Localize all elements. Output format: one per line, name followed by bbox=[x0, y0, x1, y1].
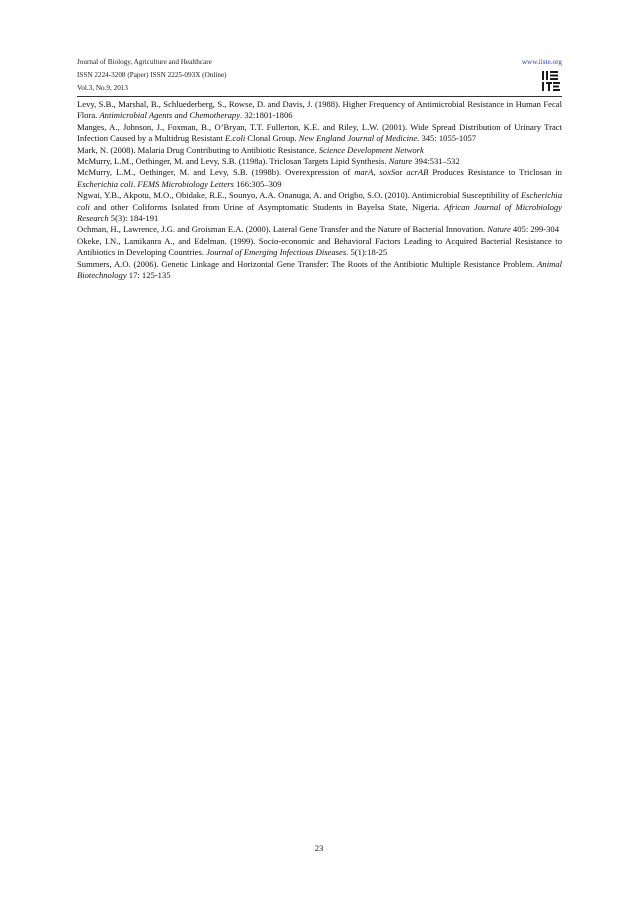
reference-text-segment: and other Coliforms Isolated from Urine of Asymptomatic Students in Bayelsa State, Nigeria. bbox=[89, 201, 444, 212]
reference-text-segment: 5(3): 184-191 bbox=[108, 213, 159, 224]
iiste-logo-icon bbox=[540, 70, 562, 92]
reference-text-segment: Manges, A., Johnson, J., Foxman, B., O’Bryan, T.T. Fullerton, K.E. and Riley, L.W. (2001). Wide Spread Distribution of Urinary Tract Infection Caused by a Multidrug Resistant bbox=[77, 121, 562, 144]
reference-entry bbox=[77, 167, 562, 190]
reference-text-segment: 394:531–532 bbox=[412, 156, 460, 167]
reference-text-segment: 166:305–309 bbox=[233, 178, 282, 189]
page-number: 23 bbox=[314, 843, 324, 853]
reference-italic-segment: Nature bbox=[487, 224, 511, 235]
reference-text-segment: Produces Resistance to Triclosan in bbox=[428, 167, 562, 178]
journal-url-link[interactable]: www.iiste.org bbox=[521, 58, 562, 66]
reference-italic-segment: New England Journal of Medicine bbox=[298, 133, 418, 144]
reference-text-segment: Clonal Group. bbox=[245, 133, 299, 144]
reference-text-segment: Summers, A.O. (2006). Genetic Linkage and Horizontal Gene Transfer: The Roots of the Antibiotic Multiple Resistance Problem. bbox=[77, 258, 538, 269]
reference-italic-segment: Science Development Network bbox=[318, 144, 424, 155]
reference-italic-segment: Journal of Emerging Infectious Diseases bbox=[206, 247, 347, 258]
reference-text-segment: 17: 125-135 bbox=[126, 270, 171, 281]
journal-header bbox=[77, 56, 562, 96]
reference-text-segment: McMurry, L.M., Oethinger, M. and Levy, S.B. (1998b). Overexpression of bbox=[77, 167, 355, 178]
reference-italic-segment: Escherichia coli bbox=[77, 178, 134, 189]
journal-title: Journal of Biology, Agriculture and Healthcare bbox=[77, 58, 212, 66]
reference-italic-segment: Animal Biotechnology bbox=[77, 258, 562, 281]
reference-text-segment: . 5(1):18-25 bbox=[346, 247, 388, 258]
reference-entry bbox=[77, 145, 562, 156]
reference-text-segment: 405: 299-304 bbox=[510, 224, 559, 235]
reference-text-segment: Mark, N. (2008). Malaria Drug Contributing to Antibiotic Resistance. bbox=[77, 144, 319, 155]
volume-line: Vol.3, No.9, 2013 bbox=[77, 84, 128, 92]
reference-text-segment: Levy, S.B., Marshal, B., Schluederberg, S., Rowse, D. and Davis, J. (1988). Higher Frequency of Antimicrobial Resistance in Human Fecal Flora. bbox=[77, 99, 562, 121]
reference-text-segment: or bbox=[395, 167, 407, 178]
reference-entry bbox=[77, 190, 562, 224]
reference-entry bbox=[77, 122, 562, 145]
reference-text-segment: . 32:1801-1806 bbox=[240, 110, 293, 121]
reference-italic-segment: Escherichia coli bbox=[77, 190, 562, 212]
reference-italic-segment: Nature bbox=[388, 156, 413, 167]
reference-italic-segment: marA, soxS bbox=[354, 167, 396, 178]
reference-entry bbox=[77, 259, 562, 282]
header-divider bbox=[77, 96, 562, 97]
reference-entry bbox=[77, 156, 562, 167]
reference-text-segment: . 345: 1055-1057 bbox=[417, 133, 477, 144]
reference-list bbox=[77, 99, 562, 282]
reference-italic-segment: FEMS Microbiology Letters bbox=[137, 178, 234, 189]
reference-entry bbox=[77, 236, 562, 259]
issn-line: ISSN 2224-3208 (Paper) ISSN 2225-093X (Online) bbox=[77, 71, 227, 79]
reference-text-segment: McMurry, L.M., Oethinger, M. and Levy, S.B. (1198a). Triclosan Targets Lipid Synthesis. bbox=[77, 156, 389, 167]
reference-italic-segment: Antimicrobial Agents and Chemotherapy bbox=[99, 110, 241, 121]
reference-text-segment: Ngwai, Y.B., Akpotu, M.O., Obidake, R.E., Sounyo, A.A. Onanuga, A. and Origbo, S.O. (2010). Antimicrobial Susceptibility of bbox=[77, 190, 521, 201]
reference-entry bbox=[77, 99, 562, 122]
reference-text-segment: Ochman, H., Lawrence, J.G. and Groisman E.A. (2000). Lateral Gene Transfer and the Nature of Bacterial Innovation. bbox=[77, 224, 488, 235]
reference-italic-segment: acrAB bbox=[406, 167, 429, 178]
reference-italic-segment: E.coli bbox=[224, 133, 246, 144]
reference-text-segment: Okeke, I.N., Lamikanra A., and Edelman. (1999). Socio-economic and Behavioral Factors Leading to Acquired Bacterial Resistance to Antibiotics in Developing Countries. bbox=[77, 235, 562, 258]
reference-italic-segment: African Journal of Microbiology Research bbox=[77, 201, 562, 224]
reference-entry bbox=[77, 224, 562, 235]
reference-text-segment: . bbox=[133, 178, 138, 189]
